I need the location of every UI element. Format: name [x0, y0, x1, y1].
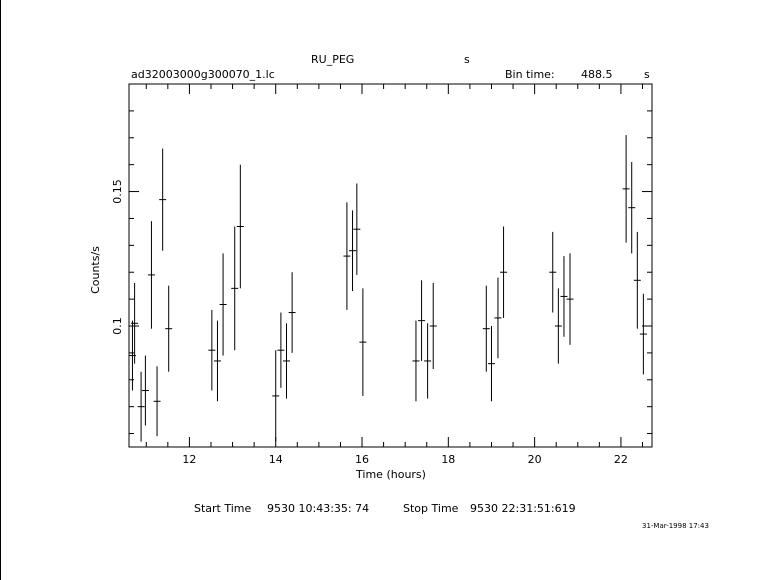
bin-time-label: Bin time:	[505, 68, 555, 81]
x-tick-label: 18	[441, 453, 456, 466]
object-name: RU_PEG	[311, 53, 355, 66]
stop-time-label: Stop Time	[403, 502, 459, 515]
start-time-label: Start Time	[194, 502, 252, 515]
bin-time-unit: s	[644, 68, 650, 81]
tick-labels	[111, 179, 628, 466]
y-tick-label: 0.15	[111, 179, 124, 204]
x-tick-label: 16	[355, 453, 370, 466]
y-axis-label: Counts/s	[89, 246, 102, 294]
x-tick-label: 12	[182, 453, 197, 466]
x-tick-label: 22	[613, 453, 628, 466]
y-tick-label: 0.1	[111, 317, 124, 335]
start-time-value: 9530 10:43:35: 74	[267, 502, 370, 515]
data-points	[129, 135, 647, 442]
object-unit: s	[464, 53, 470, 66]
plot-frame	[129, 84, 652, 447]
file-name: ad32003000g300070_1.lc	[131, 68, 275, 81]
x-tick-label: 14	[268, 453, 283, 466]
x-tick-label: 20	[527, 453, 542, 466]
bin-time-value: 488.5	[581, 68, 613, 81]
stop-time-value: 9530 22:31:51:619	[470, 502, 576, 515]
x-axis-label: Time (hours)	[356, 468, 426, 481]
axis-ticks	[129, 84, 652, 447]
date-stamp: 31-Mar-1998 17:43	[642, 522, 709, 530]
